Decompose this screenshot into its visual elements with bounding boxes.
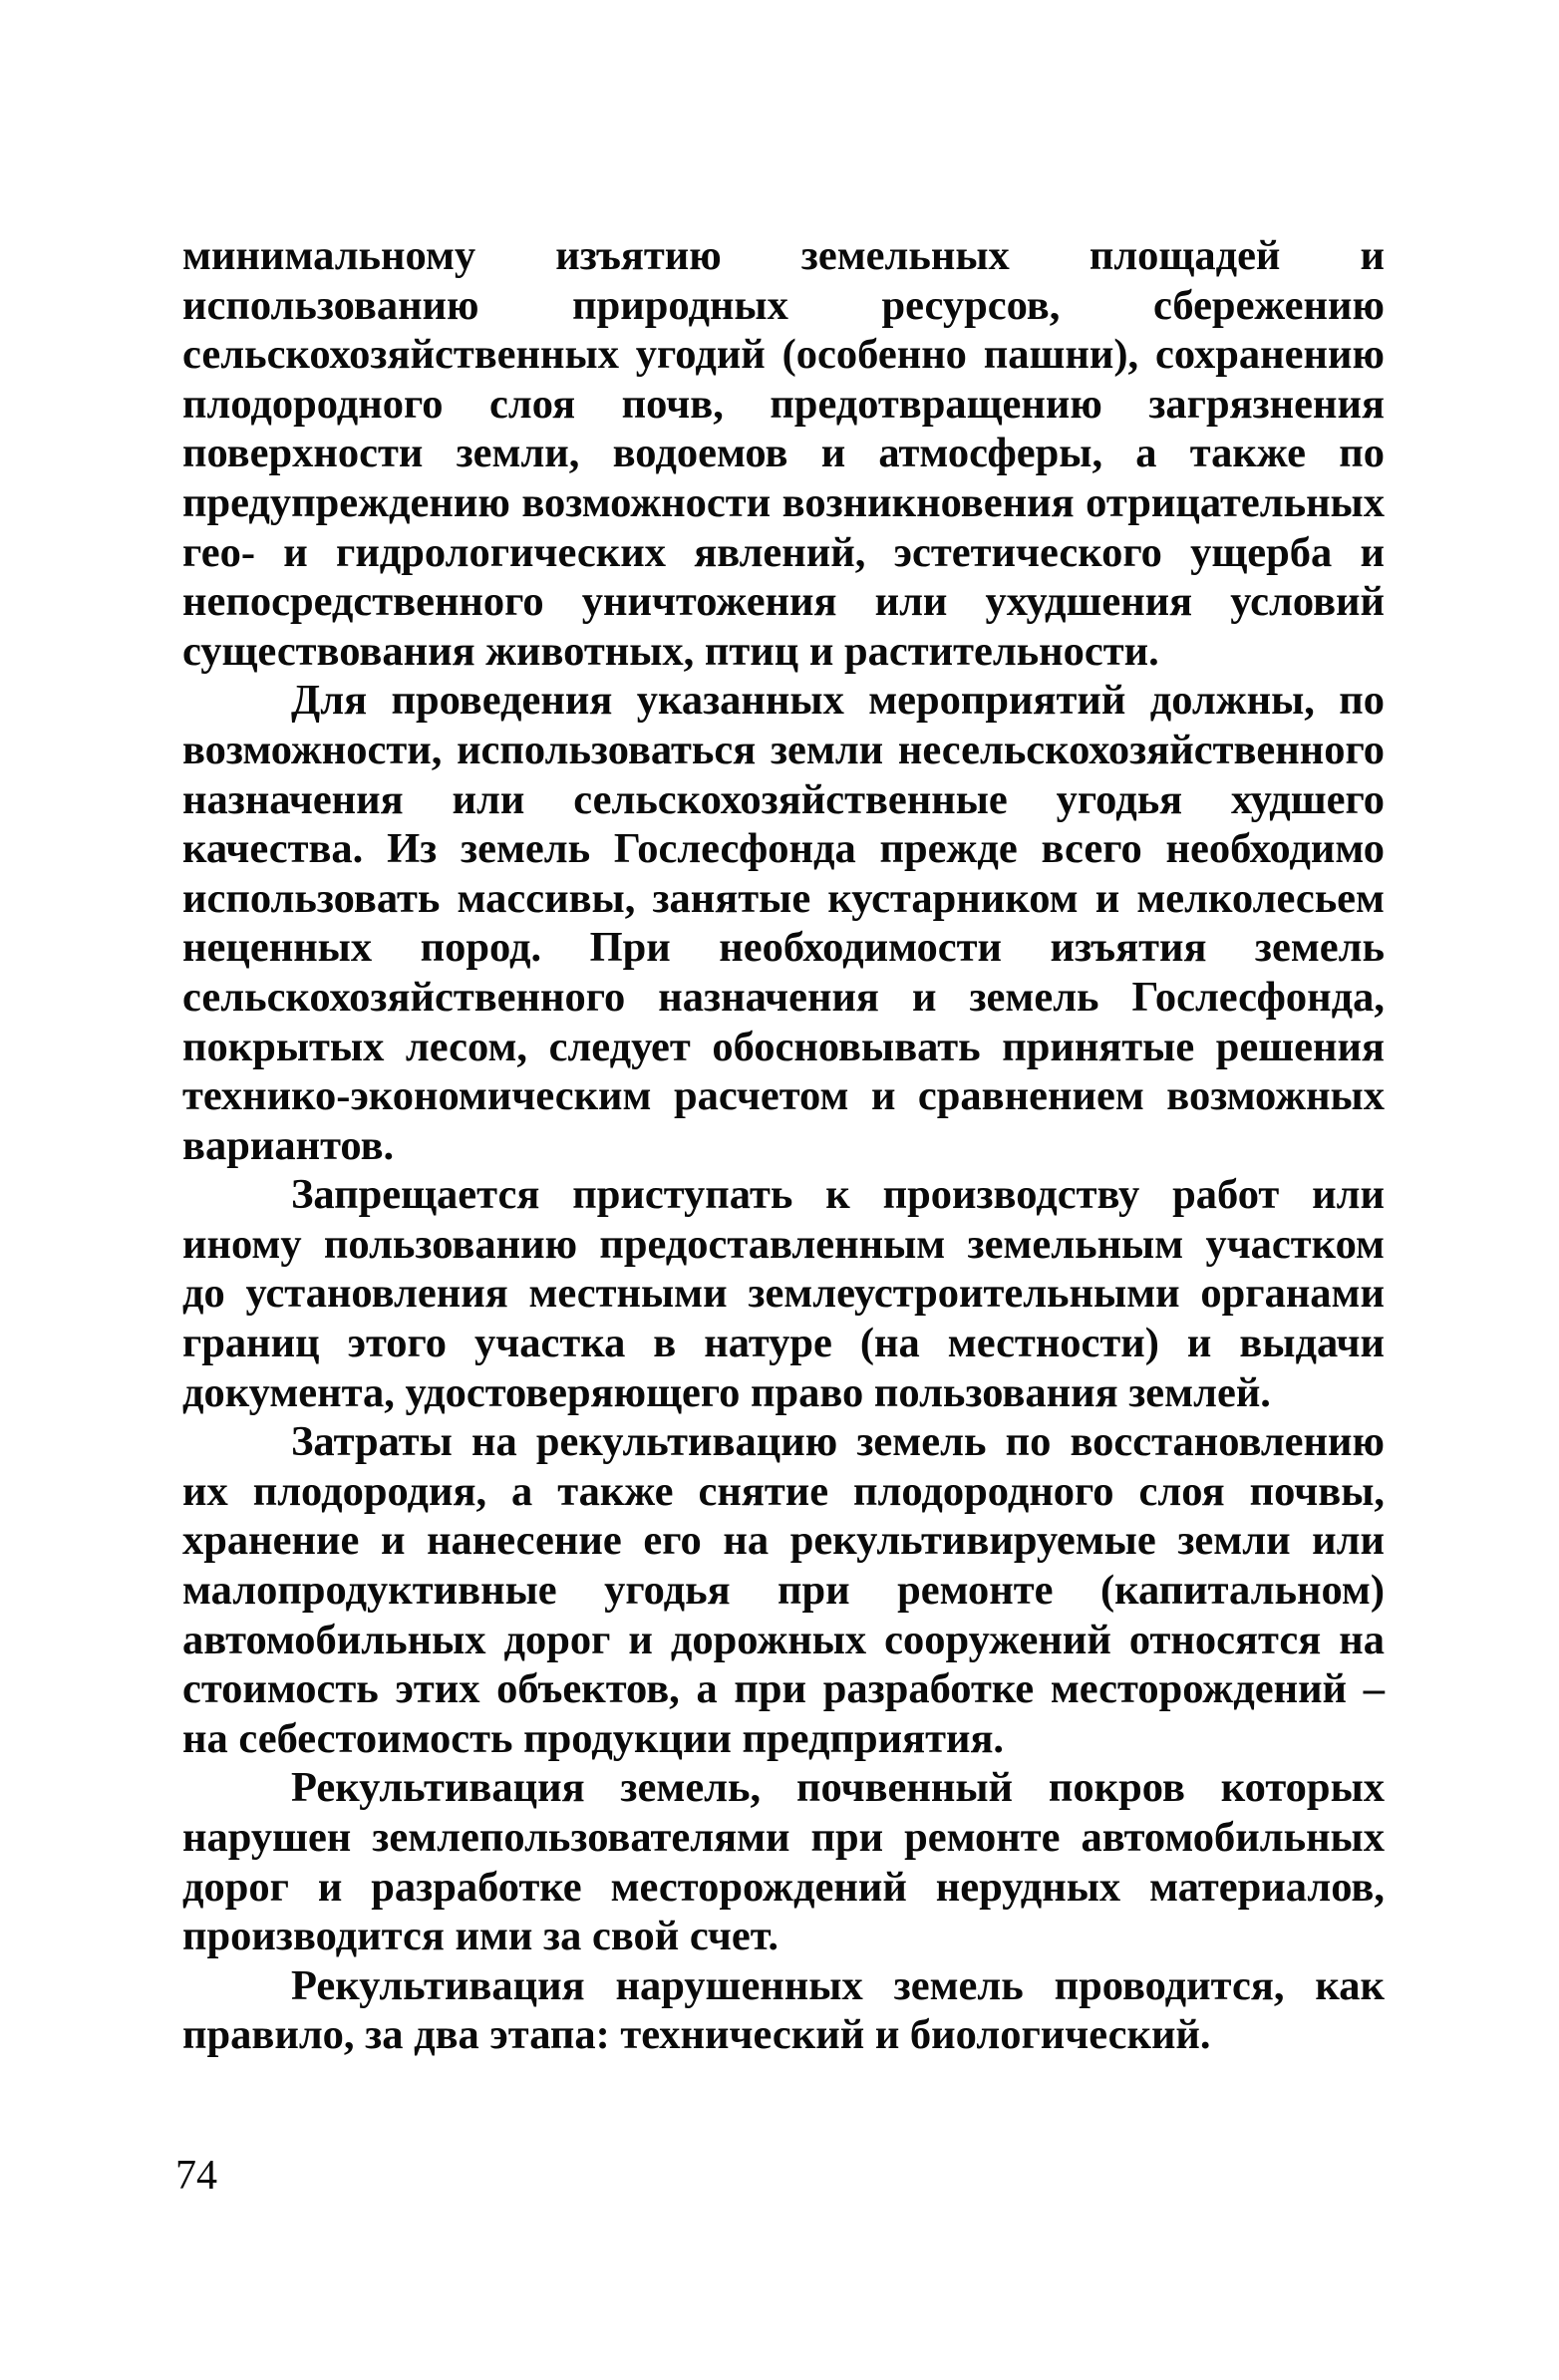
paragraph-4: Затраты на рекультивацию земель по восстановлению их плодородия, а также снятие плодородного слоя почвы, хранение и нанесение его на рекультивируемые земли или малопродуктивные угодья при ремонте (капитальном) автомобильных дорог и дорожных сооружений относятся на стоимость этих объектов, а при разработке месторождений – на себестоимость продукции предприятия. bbox=[182, 1418, 1385, 1762]
paragraph-1: минимальному изъятию земельных площадей и использованию природных ресурсов, сбережению сельскохозяйственных угодий (особенно пашни), сохранению плодородного слоя почв, предотвращению загрязнения поверхности земли, водоемов и атмосферы, а также по предупреждению возможности возникновения отрицательных гео- и гидрологических явлений, эстетического ущерба и непосредственного уничтожения или ухудшения условий существования животных, птиц и растительности. bbox=[182, 232, 1385, 675]
paragraph-2: Для проведения указанных мероприятий должны, по возможности, использоваться земли несельскохозяйственного назначения или сельскохозяйственные угодья худшего качества. Из земель Гослесфонда прежде всего необходимо использовать массивы, занятые кустарником и мелколесьем неценных пород. При необходимости изъятия земель сельскохозяйственного назначения и земель Гослесфонда, покрытых лесом, следует обосновывать принятые решения технико-экономическим расчетом и сравнением возможных вариантов. bbox=[182, 677, 1385, 1169]
paragraph-3: Запрещается приступать к производству работ или иному пользованию предоставленным земельным участком до установления местными землеустроительными органами границ этого участка в натуре (на местности) и выдачи документа, удостоверяющего право пользования землей. bbox=[182, 1171, 1385, 1416]
page-body bbox=[182, 231, 1385, 2060]
paragraph-6: Рекультивация нарушенных земель проводится, как правило, за два этапа: технический и биологический. bbox=[182, 1961, 1385, 2059]
page-number: 74 bbox=[175, 2153, 217, 2199]
paragraph-5: Рекультивация земель, почвенный покров которых нарушен землепользователями при ремонте автомобильных дорог и разработке месторождений нерудных материалов, производится ими за свой счет. bbox=[182, 1764, 1385, 1960]
